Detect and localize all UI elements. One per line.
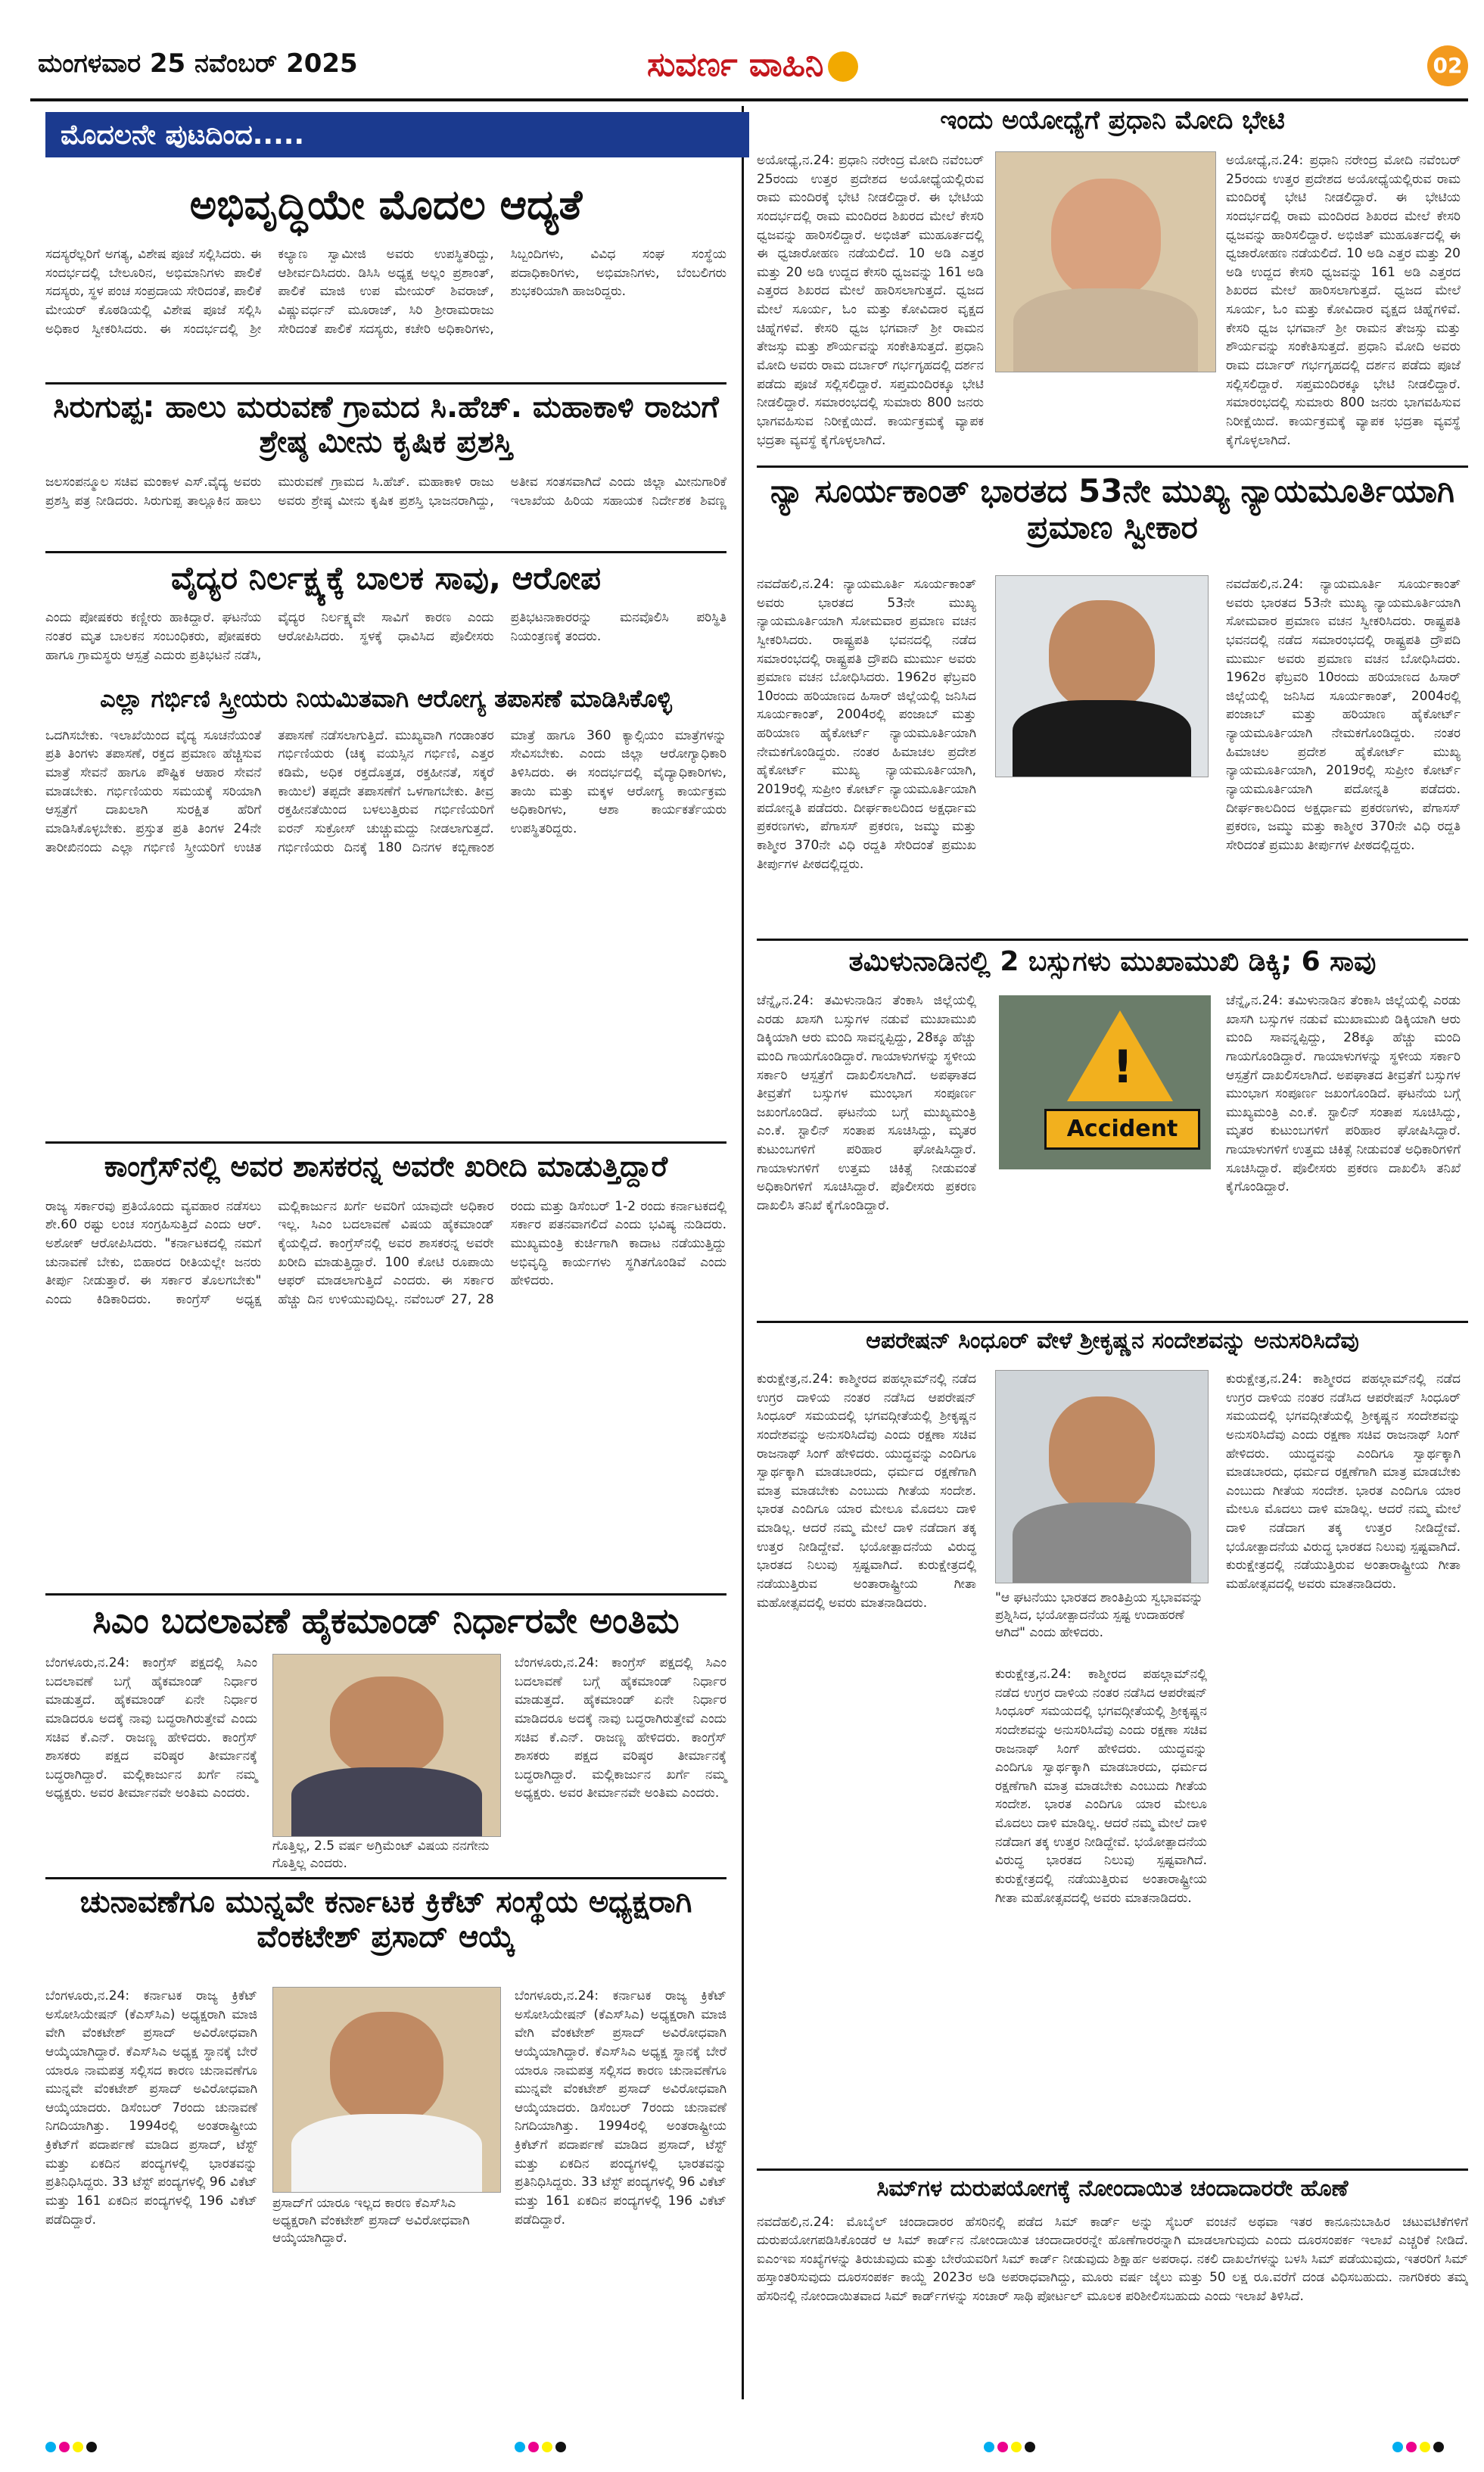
- story-doctor-negligence: [45, 560, 726, 674]
- exclamation-icon: !: [1112, 1041, 1134, 1094]
- story-ksca-president: [45, 1885, 726, 1983]
- logo-text: ಸುವರ್ಣ ವಾಹಿನಿ: [647, 45, 824, 84]
- photo-caption: ಗೊತ್ತಿಲ್ಲ, 2.5 ವರ್ಷ ಅಗ್ರಿಮೆಂಟ್ ವಿಷಯ ನನಗೇನು ಗೊತ್ತಿಲ್ಲ ಎಂದರು.: [272, 1838, 490, 1871]
- story-divider: [757, 939, 1468, 941]
- story-development-priority: [45, 182, 726, 378]
- story-body: ಸದಸ್ಯರೆಲ್ಲರಿಗೆ ಅಗತ್ಯ, ವಿಶೇಷ ಪೂಜೆ ಸಲ್ಲಿಸಿದರು. ಈ ಸಂದರ್ಭದಲ್ಲಿ ಬೇಲೂರಿನ, ಅಭಿಮಾನಿಗಳು ಪಾಲಿಕೆ ಸದಸ್ಯರು, ಸ್ಥಳ ಪಂಚ ಸಂಪ್ರದಾಯ ಸೇರಿದಂತೆ, ಪಾಲಿಕೆ ಮೇಯರ್ ಕೊಠಡಿಯಲ್ಲಿ ವಿಶೇಷ ಪೂಜೆ ಸಲ್ಲಿಸಿ ಅಧಿಕಾರ ಸ್ವೀಕರಿಸಿದರು. ಈ ಸಂದರ್ಭದಲ್ಲಿ ಶ್ರೀ ಕಲ್ಯಾಣ ಸ್ವಾಮೀಜಿ ಅವರು ಉಪಸ್ಥಿತರಿದ್ದು, ಆಶೀರ್ವದಿಸಿದರು. ಡಿಸಿಸಿ ಅಧ್ಯಕ್ಷ ಅಲ್ಲಂ ಪ್ರಶಾಂತ್, ಪಾಲಿಕೆ ಮಾಜಿ ಉಪ ಮೇಯರ್ ಶಿವರಾಜ್, ವಿಷ್ಣುವರ್ಧನ್ ಮೂರಾಜ್, ಸಿರಿ ಶ್ರೀರಾಮರಾಜು ಸೇರಿದಂತೆ ಪಾಲಿಕೆ ಸದಸ್ಯರು, ಕಚೇರಿ ಅಧಿಕಾರಿಗಳು, ಸಿಬ್ಬಂದಿಗಳು, ವಿವಿಧ ಸಂಘ ಸಂಸ್ಥೆಯ ಪದಾಧಿಕಾರಿಗಳು, ಅಭಿಮಾನಿಗಳು, ಬೆಂಬಲಿಗರು ಶುಭಕರಿಯಾಗಿ ಹಾಜರಿದ್ದರು.: [45, 247, 726, 337]
- story-congress-mla-buying: [45, 1150, 726, 1589]
- yellow-dot-icon: [542, 2442, 552, 2452]
- story-sim-misuse: [757, 2176, 1468, 2426]
- portrait-face: [330, 1677, 443, 1776]
- portrait-shirt: [1013, 700, 1190, 777]
- accident-sign: Accident: [1044, 1109, 1200, 1150]
- story-body-continued: ನವದೆಹಲಿ,ನ.24: ನ್ಯಾಯಮೂರ್ತಿ ಸೂರ್ಯಕಾಂತ್ ಅವರು ಭಾರತದ 53ನೇ ಮುಖ್ಯ ನ್ಯಾಯಮೂರ್ತಿಯಾಗಿ ಸೋಮವಾರ ಪ್ರಮಾಣ ವಚನ ಸ್ವೀಕರಿಸಿದರು. ರಾಷ್ಟ್ರಪತಿ ಭವನದಲ್ಲಿ ನಡೆದ ಸಮಾರಂಭದಲ್ಲಿ ರಾಷ್ಟ್ರಪತಿ ದ್ರೌಪದಿ ಮುರ್ಮು ಅವರು ಪ್ರಮಾಣ ವಚನ ಬೋಧಿಸಿದರು. 1962ರ ಫೆಬ್ರವರಿ 10ರಂದು ಹರಿಯಾಣದ ಹಿಸಾರ್ ಜಿಲ್ಲೆಯಲ್ಲಿ ಜನಿಸಿದ ಸೂರ್ಯಕಾಂತ್, 2004ರಲ್ಲಿ ಪಂಜಾಬ್ ಮತ್ತು ಹರಿಯಾಣ ಹೈಕೋರ್ಟ್ ನ್ಯಾಯಮೂರ್ತಿಯಾಗಿ ನೇಮಕಗೊಂಡಿದ್ದರು. ನಂತರ ಹಿಮಾಚಲ ಪ್ರದೇಶ ಹೈಕೋರ್ಟ್ ಮುಖ್ಯ ನ್ಯಾಯಮೂರ್ತಿಯಾಗಿ, 2019ರಲ್ಲಿ ಸುಪ್ರೀಂ ಕೋರ್ಟ್ ನ್ಯಾಯಮೂರ್ತಿಯಾಗಿ ಪದೋನ್ನತಿ ಪಡೆದರು. ದೀರ್ಘಕಾಲದಿಂದ ಅಕ್ಷರ್ಧಾಮ ಪ್ರಕರಣಗಳು, ಪೆಗಾಸಸ್ ಪ್ರಕರಣ, ಜಮ್ಮು ಮತ್ತು ಕಾಶ್ಮೀರ 370ನೇ ವಿಧಿ ರದ್ದತಿ ಸೇರಿದಂತೆ ಪ್ರಮುಖ ತೀರ್ಪುಗಳ ಪೀಠದಲ್ಲಿದ್ದರು.: [1226, 577, 1461, 853]
- story-divider: [757, 465, 1468, 468]
- story-fish-farmer-award: [45, 390, 726, 549]
- cyan-dot-icon: [1392, 2442, 1403, 2452]
- story-headline: ಸಿಮ್‌ಗಳ ದುರುಪಯೋಗಕ್ಕೆ ನೋಂದಾಯಿತ ಚಂದಾದಾರರೇ ಹೊಣೆ: [876, 2176, 1349, 2202]
- magenta-dot-icon: [1406, 2442, 1417, 2452]
- story-headline: ವೈದ್ಯರ ನಿರ್ಲಕ್ಷ್ಯಕ್ಕೆ ಬಾಲಕ ಸಾವು, ಆರೋಪ: [170, 560, 602, 596]
- story-headline: ನ್ಯಾ ಸೂರ್ಯಕಾಂತ್ ಭಾರತದ 53ನೇ ಮುಖ್ಯ ನ್ಯಾಯಮೂರ್ತಿಯಾಗಿ ಪ್ರಮಾಣ ಸ್ವೀಕಾರ: [770, 473, 1454, 546]
- story-headline: ಚುನಾವಣೆಗೂ ಮುನ್ನವೇ ಕರ್ನಾಟಕ ಕ್ರಿಕೆಟ್ ಸಂಸ್ಥೆಯ ಅಧ್ಯಕ್ಷರಾಗಿ ವೆಂಕಟೇಶ್ ಪ್ರಸಾದ್ ಆಯ್ಕೆ: [79, 1885, 692, 1954]
- story-divider: [45, 382, 726, 384]
- story-body: ಎಂದು ಪೋಷಕರು ಕಣ್ಣೀರು ಹಾಕಿದ್ದಾರೆ. ಘಟನೆಯ ನಂತರ ಮೃತ ಬಾಲಕನ ಸಂಬಂಧಿಕರು, ಪೋಷಕರು ಹಾಗೂ ಗ್ರಾಮಸ್ಥರು ಆಸ್ಪತ್ರೆ ಎದುರು ಪ್ರತಿಭಟನೆ ನಡೆಸಿ, ವೈದ್ಯರ ನಿರ್ಲಕ್ಷ್ಯವೇ ಸಾವಿಗೆ ಕಾರಣ ಎಂದು ಆರೋಪಿಸಿದರು. ಸ್ಥಳಕ್ಕೆ ಧಾವಿಸಿದ ಪೊಲೀಸರು ಪ್ರತಿಭಟನಾಕಾರರನ್ನು ಮನವೊಲಿಸಿ ಪರಿಸ್ಥಿತಿ ನಿಯಂತ್ರಣಕ್ಕೆ ತಂದರು.: [45, 610, 726, 663]
- photo-caption: "ಆ ಘಟನೆಯು ಭಾರತದ ಶಾಂತಿಪ್ರಿಯ ಸ್ವಭಾವವನ್ನು ಪ್ರಶ್ನಿಸಿದ, ಭಯೋತ್ಪಾದನೆಯ ಸ್ಪಷ್ಟ ಉದಾಹರಣೆ ಆಗಿದೆ" ಎಂದು ಹೇಳಿದರು.: [995, 1590, 1203, 1640]
- story-body-continued: ಬೆಂಗಳೂರು,ನ.24: ಕರ್ನಾಟಕ ರಾಜ್ಯ ಕ್ರಿಕೆಟ್ ಅಸೋಸಿಯೇಷನ್ (ಕೆಎಸ್‌ಸಿಎ) ಅಧ್ಯಕ್ಷರಾಗಿ ಮಾಜಿ ವೇಗಿ ವೆಂಕಟೇಶ್ ಪ್ರಸಾದ್ ಅವಿರೋಧವಾಗಿ ಆಯ್ಕೆಯಾಗಿದ್ದಾರೆ. ಕೆಎಸ್‌ಸಿಎ ಅಧ್ಯಕ್ಷ ಸ್ಥಾನಕ್ಕೆ ಬೇರೆ ಯಾರೂ ನಾಮಪತ್ರ ಸಲ್ಲಿಸದ ಕಾರಣ ಚುನಾವಣೆಗೂ ಮುನ್ನವೇ ವೆಂಕಟೇಶ್ ಪ್ರಸಾದ್ ಅವಿರೋಧವಾಗಿ ಆಯ್ಕೆಯಾದರು. ಡಿಸೆಂಬರ್ 7ರಂದು ಚುನಾವಣೆ ನಿಗದಿಯಾಗಿತ್ತು. 1994ರಲ್ಲಿ ಅಂತರಾಷ್ಟ್ರೀಯ ಕ್ರಿಕೆಟ್‌ಗೆ ಪದಾರ್ಪಣೆ ಮಾಡಿದ ಪ್ರಸಾದ್, ಟೆಸ್ಟ್ ಮತ್ತು ಏಕದಿನ ಪಂದ್ಯಗಳಲ್ಲಿ ಭಾರತವನ್ನು ಪ್ರತಿನಿಧಿಸಿದ್ದರು. 33 ಟೆಸ್ಟ್ ಪಂದ್ಯಗಳಲ್ಲಿ 96 ವಿಕೆಟ್ ಮತ್ತು 161 ಏಕದಿನ ಪಂದ್ಯಗಳಲ್ಲಿ 196 ವಿಕೆಟ್ ಪಡೆದಿದ್ದಾರೆ.: [515, 1988, 726, 2228]
- story-divider: [757, 1321, 1468, 1323]
- masthead: [30, 45, 1468, 101]
- yellow-dot-icon: [1420, 2442, 1430, 2452]
- story-headline: ಎಲ್ಲಾ ಗರ್ಭಿಣಿ ಸ್ತ್ರೀಯರು ನಿಯಮಿತವಾಗಿ ಆರೋಗ್ಯ ತಪಾಸಣೆ ಮಾಡಿಸಿಕೊಳ್ಳಿ: [100, 685, 672, 713]
- color-registration-marks: [1392, 2441, 1447, 2452]
- black-dot-icon: [86, 2442, 97, 2452]
- story-body-continued: ಅಯೋಧ್ಯೆ,ನ.24: ಪ್ರಧಾನಿ ನರೇಂದ್ರ ಮೋದಿ ನವೆಂಬರ್ 25ರಂದು ಉತ್ತರ ಪ್ರದೇಶದ ಅಯೋಧ್ಯೆಯಲ್ಲಿರುವ ರಾಮ ಮಂದಿರಕ್ಕೆ ಭೇಟಿ ನೀಡಲಿದ್ದಾರೆ. ಈ ಭೇಟಿಯ ಸಂದರ್ಭದಲ್ಲಿ ರಾಮ ಮಂದಿರದ ಶಿಖರದ ಮೇಲೆ ಕೇಸರಿ ಧ್ವಜವನ್ನು ಹಾರಿಸಲಿದ್ದಾರೆ. ಅಭಿಜಿತ್ ಮುಹೂರ್ತದಲ್ಲಿ ಈ ಧ್ವಜಾರೋಹಣ ನಡೆಯಲಿದೆ. 10 ಅಡಿ ಎತ್ತರ ಮತ್ತು 20 ಅಡಿ ಉದ್ದದ ಕೇಸರಿ ಧ್ವಜವನ್ನು 161 ಅಡಿ ಎತ್ತರದ ಶಿಖರದ ಮೇಲೆ ಹಾರಿಸಲಾಗುತ್ತದೆ. ಧ್ವಜದ ಮೇಲೆ ಸೂರ್ಯ, ಓಂ ಮತ್ತು ಕೋವಿದಾರ ವೃಕ್ಷದ ಚಿಹ್ನೆಗಳಿವೆ. ಕೇಸರಿ ಧ್ವಜ ಭಗವಾನ್ ಶ್ರೀ ರಾಮನ ತೇಜಸ್ಸು ಮತ್ತು ಶೌರ್ಯವನ್ನು ಸಂಕೇತಿಸುತ್ತದೆ. ಪ್ರಧಾನಿ ಮೋದಿ ಅವರು ರಾಮ ದರ್ಬಾರ್ ಗರ್ಭಗೃಹದಲ್ಲಿ ದರ್ಶನ ಪಡೆದು ಪೂಜೆ ಸಲ್ಲಿಸಲಿದ್ದಾರೆ. ಸಪ್ತಮಂದಿರಕ್ಕೂ ಭೇಟಿ ನೀಡಲಿದ್ದಾರೆ. ಸಮಾರಂಭದಲ್ಲಿ ಸುಮಾರು 800 ಜನರು ಭಾಗವಹಿಸುವ ನಿರೀಕ್ಷೆಯಿದೆ. ಕಾರ್ಯಕ್ರಮಕ್ಕೆ ವ್ಯಾಪಕ ಭದ್ರತಾ ವ್ಯವಸ್ಥೆ ಕೈಗೊಳ್ಳಲಾಗಿದೆ.: [1226, 153, 1461, 448]
- suryakant-photo: [995, 575, 1209, 777]
- story-divider: [45, 1593, 726, 1596]
- portrait-shirt: [291, 2114, 482, 2192]
- story-headline: ಕಾಂಗ್ರೆಸ್‌ನಲ್ಲಿ ಅವರ ಶಾಸಕರನ್ನ ಅವರೇ ಖರೀದಿ ಮಾಡುತ್ತಿದ್ದಾರೆ: [104, 1150, 668, 1183]
- rajanna-photo: [272, 1654, 501, 1837]
- sun-logo-icon: [828, 51, 858, 82]
- story-body-continued: ಕುರುಕ್ಷೇತ್ರ,ನ.24: ಕಾಶ್ಮೀರದ ಪಹಲ್ಗಾಮ್‌ನಲ್ಲಿ ನಡೆದ ಉಗ್ರರ ದಾಳಿಯ ನಂತರ ನಡೆಸಿದ ಆಪರೇಷನ್ ಸಿಂಧೂರ್ ಸಮಯದಲ್ಲಿ ಭಗವದ್ಗೀತೆಯಲ್ಲಿ ಶ್ರೀಕೃಷ್ಣನ ಸಂದೇಶವನ್ನು ಅನುಸರಿಸಿದೆವು ಎಂದು ರಕ್ಷಣಾ ಸಚಿವ ರಾಜನಾಥ್ ಸಿಂಗ್ ಹೇಳಿದರು. ಯುದ್ಧವನ್ನು ಎಂದಿಗೂ ಸ್ವಾರ್ಥಕ್ಕಾಗಿ ಮಾಡಬಾರದು, ಧರ್ಮದ ರಕ್ಷಣೆಗಾಗಿ ಮಾತ್ರ ಮಾಡಬೇಕು ಎಂಬುದು ಗೀತೆಯ ಸಂದೇಶ. ಭಾರತ ಎಂದಿಗೂ ಯಾರ ಮೇಲೂ ಮೊದಲು ದಾಳಿ ಮಾಡಿಲ್ಲ. ಆದರೆ ನಮ್ಮ ಮೇಲೆ ದಾಳಿ ನಡೆದಾಗ ತಕ್ಕ ಉತ್ತರ ನೀಡಿದ್ದೇವೆ. ಭಯೋತ್ಪಾದನೆಯ ವಿರುದ್ಧ ಭಾರತದ ನಿಲುವು ಸ್ಪಷ್ಟವಾಗಿದೆ. ಕುರುಕ್ಷೇತ್ರದಲ್ಲಿ ನಡೆಯುತ್ತಿರುವ ಅಂತಾರಾಷ್ಟ್ರೀಯ ಗೀತಾ ಮಹೋತ್ಸವದಲ್ಲಿ ಅವರು ಮಾತನಾಡಿದರು.: [995, 1667, 1207, 1906]
- magenta-dot-icon: [528, 2442, 539, 2452]
- yellow-dot-icon: [73, 2442, 83, 2452]
- story-divider: [757, 2168, 1468, 2171]
- portrait-face: [1049, 1396, 1155, 1513]
- cyan-dot-icon: [45, 2442, 56, 2452]
- venkatesh-prasad-photo: [272, 1987, 501, 2193]
- story-headline: ಅಭಿವೃದ್ಧಿಯೇ ಮೊದಲ ಆದ್ಯತೆ: [189, 182, 583, 229]
- story-divider: [45, 551, 726, 553]
- portrait-shirt: [1013, 288, 1198, 372]
- modi-photo: [995, 151, 1216, 372]
- story-divider: [45, 1877, 726, 1879]
- story-body: ಬೆಂಗಳೂರು,ನ.24: ಕಾಂಗ್ರೆಸ್ ಪಕ್ಷದಲ್ಲಿ ಸಿಎಂ ಬದಲಾವಣೆ ಬಗ್ಗೆ ಹೈಕಮಾಂಡ್ ನಿರ್ಧಾರ ಮಾಡುತ್ತದೆ. ಹೈಕಮಾಂಡ್ ಏನೇ ನಿರ್ಧಾರ ಮಾಡಿದರೂ ಅದಕ್ಕೆ ನಾವು ಬದ್ಧರಾಗಿರುತ್ತೇವೆ ಎಂದು ಸಚಿವ ಕೆ.ಎನ್. ರಾಜಣ್ಣ ಹೇಳಿದರು. ಕಾಂಗ್ರೆಸ್ ಶಾಸಕರು ಪಕ್ಷದ ವರಿಷ್ಠರ ತೀರ್ಮಾನಕ್ಕೆ ಬದ್ಧರಾಗಿದ್ದಾರೆ. ಮಲ್ಲಿಕಾರ್ಜುನ ಖರ್ಗೆ ನಮ್ಮ ಅಧ್ಯಕ್ಷರು. ಅವರ ತೀರ್ಮಾನವೇ ಅಂತಿಮ ಎಂದರು.: [45, 1655, 257, 1801]
- story-body-continued: ಬೆಂಗಳೂರು,ನ.24: ಕಾಂಗ್ರೆಸ್ ಪಕ್ಷದಲ್ಲಿ ಸಿಎಂ ಬದಲಾವಣೆ ಬಗ್ಗೆ ಹೈಕಮಾಂಡ್ ನಿರ್ಧಾರ ಮಾಡುತ್ತದೆ. ಹೈಕಮಾಂಡ್ ಏನೇ ನಿರ್ಧಾರ ಮಾಡಿದರೂ ಅದಕ್ಕೆ ನಾವು ಬದ್ಧರಾಗಿರುತ್ತೇವೆ ಎಂದು ಸಚಿವ ಕೆ.ಎನ್. ರಾಜಣ್ಣ ಹೇಳಿದರು. ಕಾಂಗ್ರೆಸ್ ಶಾಸಕರು ಪಕ್ಷದ ವರಿಷ್ಠರ ತೀರ್ಮಾನಕ್ಕೆ ಬದ್ಧರಾಗಿದ್ದಾರೆ. ಮಲ್ಲಿಕಾರ್ಜುನ ಖರ್ಗೆ ನಮ್ಮ ಅಧ್ಯಕ್ಷರು. ಅವರ ತೀರ್ಮಾನವೇ ಅಂತಿಮ ಎಂದರು.: [515, 1655, 726, 1801]
- story-headline: ತಮಿಳುನಾಡಿನಲ್ಲಿ 2 ಬಸ್ಸುಗಳು ಮುಖಾಮುಖಿ ಡಿಕ್ಕಿ; 6 ಸಾವು: [848, 946, 1377, 977]
- portrait-face: [330, 2012, 443, 2125]
- story-body: ಕುರುಕ್ಷೇತ್ರ,ನ.24: ಕಾಶ್ಮೀರದ ಪಹಲ್ಗಾಮ್‌ನಲ್ಲಿ ನಡೆದ ಉಗ್ರರ ದಾಳಿಯ ನಂತರ ನಡೆಸಿದ ಆಪರೇಷನ್ ಸಿಂಧೂರ್ ಸಮಯದಲ್ಲಿ ಭಗವದ್ಗೀತೆಯಲ್ಲಿ ಶ್ರೀಕೃಷ್ಣನ ಸಂದೇಶವನ್ನು ಅನುಸರಿಸಿದೆವು ಎಂದು ರಕ್ಷಣಾ ಸಚಿವ ರಾಜನಾಥ್ ಸಿಂಗ್ ಹೇಳಿದರು. ಯುದ್ಧವನ್ನು ಎಂದಿಗೂ ಸ್ವಾರ್ಥಕ್ಕಾಗಿ ಮಾಡಬಾರದು, ಧರ್ಮದ ರಕ್ಷಣೆಗಾಗಿ ಮಾತ್ರ ಮಾಡಬೇಕು ಎಂಬುದು ಗೀತೆಯ ಸಂದೇಶ. ಭಾರತ ಎಂದಿಗೂ ಯಾರ ಮೇಲೂ ಮೊದಲು ದಾಳಿ ಮಾಡಿಲ್ಲ. ಆದರೆ ನಮ್ಮ ಮೇಲೆ ದಾಳಿ ನಡೆದಾಗ ತಕ್ಕ ಉತ್ತರ ನೀಡಿದ್ದೇವೆ. ಭಯೋತ್ಪಾದನೆಯ ವಿರುದ್ಧ ಭಾರತದ ನಿಲುವು ಸ್ಪಷ್ಟವಾಗಿದೆ. ಕುರುಕ್ಷೇತ್ರದಲ್ಲಿ ನಡೆಯುತ್ತಿರುವ ಅಂತಾರಾಷ್ಟ್ರೀಯ ಗೀತಾ ಮಹೋತ್ಸವದಲ್ಲಿ ಅವರು ಮಾತನಾಡಿದರು.: [757, 1371, 976, 1611]
- story-body: ಚೆನ್ನೈ,ನ.24: ತಮಿಳುನಾಡಿನ ತೆಂಕಾಸಿ ಜಿಲ್ಲೆಯಲ್ಲಿ ಎರಡು ಖಾಸಗಿ ಬಸ್ಸುಗಳ ನಡುವೆ ಮುಖಾಮುಖಿ ಡಿಕ್ಕಿಯಾಗಿ ಆರು ಮಂದಿ ಸಾವನ್ನಪ್ಪಿದ್ದು, 28ಕ್ಕೂ ಹೆಚ್ಚು ಮಂದಿ ಗಾಯಗೊಂಡಿದ್ದಾರೆ. ಗಾಯಾಳುಗಳನ್ನು ಸ್ಥಳೀಯ ಸರ್ಕಾರಿ ಆಸ್ಪತ್ರೆಗೆ ದಾಖಲಿಸಲಾಗಿದೆ. ಅಪಘಾತದ ತೀವ್ರತೆಗೆ ಬಸ್ಸುಗಳ ಮುಂಭಾಗ ಸಂಪೂರ್ಣ ಜಖಂಗೊಂಡಿದೆ. ಘಟನೆಯ ಬಗ್ಗೆ ಮುಖ್ಯಮಂತ್ರಿ ಎಂ.ಕೆ. ಸ್ಟಾಲಿನ್ ಸಂತಾಪ ಸೂಚಿಸಿದ್ದು, ಮೃತರ ಕುಟುಂಬಗಳಿಗೆ ಪರಿಹಾರ ಘೋಷಿಸಿದ್ದಾರೆ. ಗಾಯಾಳುಗಳಿಗೆ ಉತ್ತಮ ಚಿಕಿತ್ಸೆ ನೀಡುವಂತೆ ಅಧಿಕಾರಿಗಳಿಗೆ ಸೂಚಿಸಿದ್ದಾರೆ. ಪೊಲೀಸರು ಪ್ರಕರಣ ದಾಖಲಿಸಿ ತನಿಖೆ ಕೈಗೊಂಡಿದ್ದಾರೆ.: [757, 993, 976, 1214]
- cyan-dot-icon: [515, 2442, 525, 2452]
- color-registration-marks: [45, 2441, 100, 2452]
- accident-photo: [999, 995, 1211, 1169]
- story-body: ನವದೆಹಲಿ,ನ.24: ಮೊಬೈಲ್ ಚಂದಾದಾರರ ಹೆಸರಿನಲ್ಲಿ ಪಡೆದ ಸಿಮ್ ಕಾರ್ಡ್ ಅನ್ನು ಸೈಬರ್ ವಂಚನೆ ಅಥವಾ ಇತರ ಕಾನೂನುಬಾಹಿರ ಚಟುವಟಿಕೆಗಳಿಗೆ ದುರುಪಯೋಗಪಡಿಸಿಕೊಂಡರೆ ಆ ಸಿಮ್ ಕಾರ್ಡ್‌ನ ನೋಂದಾಯಿತ ಚಂದಾದಾರರನ್ನೇ ಹೊಣೆಗಾರರನ್ನಾಗಿ ಮಾಡಲಾಗುವುದು ಎಂದು ದೂರಸಂಪರ್ಕ ಇಲಾಖೆ ಎಚ್ಚರಿಕೆ ನೀಡಿದೆ. ಐಎಂಇಐ ಸಂಖ್ಯೆಗಳನ್ನು ತಿರುಚುವುದು ಮತ್ತು ಬೇರೆಯವರಿಗೆ ಸಿಮ್ ಕಾರ್ಡ್ ನೀಡುವುದು ಶಿಕ್ಷಾರ್ಹ ಅಪರಾಧ. ನಕಲಿ ದಾಖಲೆಗಳನ್ನು ಬಳಸಿ ಸಿಮ್ ಪಡೆಯುವುದು, ಇತರರಿಗೆ ಸಿಮ್ ಹಸ್ತಾಂತರಿಸುವುದು ದೂರಸಂಪರ್ಕ ಕಾಯ್ದೆ 2023ರ ಅಡಿ ಅಪರಾಧವಾಗಿದ್ದು, ಮೂರು ವರ್ಷ ಜೈಲು ಮತ್ತು 50 ಲಕ್ಷ ರೂ.ವರೆಗೆ ದಂಡ ವಿಧಿಸಬಹುದು. ನಾಗರಿಕರು ತಮ್ಮ ಹೆಸರಿನಲ್ಲಿ ನೋಂದಾಯಿತವಾದ ಸಿಮ್ ಕಾರ್ಡ್‌ಗಳನ್ನು ಸಂಚಾರ್ ಸಾಥಿ ಪೋರ್ಟಲ್ ಮೂಲಕ ಪರಿಶೀಲಿಸಬಹುದು ಎಂದು ಇಲಾಖೆ ತಿಳಿಸಿದೆ.: [757, 2214, 1468, 2305]
- story-headline: ಆಪರೇಷನ್ ಸಿಂಧೂರ್ ವೇಳೆ ಶ್ರೀಕೃಷ್ಣನ ಸಂದೇಶವನ್ನು ಅನುಸರಿಸಿದೆವು: [866, 1328, 1359, 1354]
- color-registration-marks: [515, 2441, 569, 2452]
- story-body-continued: ಕುರುಕ್ಷೇತ್ರ,ನ.24: ಕಾಶ್ಮೀರದ ಪಹಲ್ಗಾಮ್‌ನಲ್ಲಿ ನಡೆದ ಉಗ್ರರ ದಾಳಿಯ ನಂತರ ನಡೆಸಿದ ಆಪರೇಷನ್ ಸಿಂಧೂರ್ ಸಮಯದಲ್ಲಿ ಭಗವದ್ಗೀತೆಯಲ್ಲಿ ಶ್ರೀಕೃಷ್ಣನ ಸಂದೇಶವನ್ನು ಅನುಸರಿಸಿದೆವು ಎಂದು ರಕ್ಷಣಾ ಸಚಿವ ರಾಜನಾಥ್ ಸಿಂಗ್ ಹೇಳಿದರು. ಯುದ್ಧವನ್ನು ಎಂದಿಗೂ ಸ್ವಾರ್ಥಕ್ಕಾಗಿ ಮಾಡಬಾರದು, ಧರ್ಮದ ರಕ್ಷಣೆಗಾಗಿ ಮಾತ್ರ ಮಾಡಬೇಕು ಎಂಬುದು ಗೀತೆಯ ಸಂದೇಶ. ಭಾರತ ಎಂದಿಗೂ ಯಾರ ಮೇಲೂ ಮೊದಲು ದಾಳಿ ಮಾಡಿಲ್ಲ. ಆದರೆ ನಮ್ಮ ಮೇಲೆ ದಾಳಿ ನಡೆದಾಗ ತಕ್ಕ ಉತ್ತರ ನೀಡಿದ್ದೇವೆ. ಭಯೋತ್ಪಾದನೆಯ ವಿರುದ್ಧ ಭಾರತದ ನಿಲುವು ಸ್ಪಷ್ಟವಾಗಿದೆ. ಕುರುಕ್ಷೇತ್ರದಲ್ಲಿ ನಡೆಯುತ್ತಿರುವ ಅಂತಾರಾಷ್ಟ್ರೀಯ ಗೀತಾ ಮಹೋತ್ಸವದಲ್ಲಿ ಅವರು ಮಾತನಾಡಿದರು.: [1226, 1371, 1461, 1592]
- story-headline: ಇಂದು ಅಯೋಧ್ಯೆಗೆ ಪ್ರಧಾನಿ ಮೋದಿ ಭೇಟಿ: [940, 106, 1285, 135]
- story-body: ಜಲಸಂಪನ್ಮೂಲ ಸಚಿವ ಮಂಕಾಳ ಎಸ್.ವೈದ್ಯ ಅವರು ಪ್ರಶಸ್ತಿ ಪತ್ರ ನೀಡಿದರು. ಸಿರುಗುಪ್ಪ ತಾಲ್ಲೂಕಿನ ಹಾಲು ಮುರುವಣೆ ಗ್ರಾಮದ ಸಿ.ಹೆಚ್. ಮಹಾಕಾಳಿ ರಾಜು ಅವರು ಶ್ರೇಷ್ಠ ಮೀನು ಕೃಷಿಕ ಪ್ರಶಸ್ತಿ ಭಾಜನರಾಗಿದ್ದು, ಅತೀವ ಸಂತಸವಾಗಿದೆ ಎಂದು ಜಿಲ್ಲಾ ಮೀನುಗಾರಿಕೆ ಇಲಾಖೆಯ ಹಿರಿಯ ಸಹಾಯಕ ನಿರ್ದೇಶಕ ಶಿವಣ್ಣ: [45, 475, 726, 509]
- page-number-badge: 02: [1427, 45, 1468, 86]
- story-body-continued: ಚೆನ್ನೈ,ನ.24: ತಮಿಳುನಾಡಿನ ತೆಂಕಾಸಿ ಜಿಲ್ಲೆಯಲ್ಲಿ ಎರಡು ಖಾಸಗಿ ಬಸ್ಸುಗಳ ನಡುವೆ ಮುಖಾಮುಖಿ ಡಿಕ್ಕಿಯಾಗಿ ಆರು ಮಂದಿ ಸಾವನ್ನಪ್ಪಿದ್ದು, 28ಕ್ಕೂ ಹೆಚ್ಚು ಮಂದಿ ಗಾಯಗೊಂಡಿದ್ದಾರೆ. ಗಾಯಾಳುಗಳನ್ನು ಸ್ಥಳೀಯ ಸರ್ಕಾರಿ ಆಸ್ಪತ್ರೆಗೆ ದಾಖಲಿಸಲಾಗಿದೆ. ಅಪಘಾತದ ತೀವ್ರತೆಗೆ ಬಸ್ಸುಗಳ ಮುಂಭಾಗ ಸಂಪೂರ್ಣ ಜಖಂಗೊಂಡಿದೆ. ಘಟನೆಯ ಬಗ್ಗೆ ಮುಖ್ಯಮಂತ್ರಿ ಎಂ.ಕೆ. ಸ್ಟಾಲಿನ್ ಸಂತಾಪ ಸೂಚಿಸಿದ್ದು, ಮೃತರ ಕುಟುಂಬಗಳಿಗೆ ಪರಿಹಾರ ಘೋಷಿಸಿದ್ದಾರೆ. ಗಾಯಾಳುಗಳಿಗೆ ಉತ್ತಮ ಚಿಕಿತ್ಸೆ ನೀಡುವಂತೆ ಅಧಿಕಾರಿಗಳಿಗೆ ಸೂಚಿಸಿದ್ದಾರೆ. ಪೊಲೀಸರು ಪ್ರಕರಣ ದಾಖಲಿಸಿ ತನಿಖೆ ಕೈಗೊಂಡಿದ್ದಾರೆ.: [1226, 993, 1461, 1195]
- portrait-shirt: [1013, 1502, 1190, 1583]
- story-body: ಒದಗಿಸಬೇಕು. ಇಲಾಖೆಯಿಂದ ವೈದ್ಯ ಸೂಚನೆಯಂತೆ ಪ್ರತಿ ತಿಂಗಳು ತಪಾಸಣೆ, ರಕ್ತದ ಪ್ರಮಾಣ ಹೆಚ್ಚಿಸುವ ಮಾತ್ರೆ ಸೇವನೆ ಹಾಗೂ ಪೌಷ್ಟಿಕ ಆಹಾರ ಸೇವನೆ ಮಾಡಬೇಕು. ಗರ್ಭಿಣಿಯರು ಸಮಯಕ್ಕೆ ಸರಿಯಾಗಿ ಆಸ್ಪತ್ರೆಗೆ ದಾಖಲಾಗಿ ಸುರಕ್ಷಿತ ಹೆರಿಗೆ ಮಾಡಿಸಿಕೊಳ್ಳಬೇಕು. ಪ್ರಸ್ತುತ ಪ್ರತಿ ತಿಂಗಳ 24ನೇ ತಾರೀಖಿನಂದು ಎಲ್ಲಾ ಗರ್ಭಿಣಿ ಸ್ತ್ರೀಯರಿಗೆ ಉಚಿತ ತಪಾಸಣೆ ನಡೆಸಲಾಗುತ್ತಿದೆ. ಮುಖ್ಯವಾಗಿ ಗಂಡಾಂತರ ಗರ್ಭಿಣಿಯರು (ಚಿಕ್ಕ ವಯಸ್ಸಿನ ಗರ್ಭಿಣಿ, ಎತ್ತರ ಕಡಿಮೆ, ಅಧಿಕ ರಕ್ತದೊತ್ತಡ, ರಕ್ತಹೀನತೆ, ಸಕ್ಕರೆ ಕಾಯಿಲೆ) ತಪ್ಪದೇ ತಪಾಸಣೆಗೆ ಒಳಗಾಗಬೇಕು. ತೀವ್ರ ರಕ್ತಹೀನತೆಯಿಂದ ಬಳಲುತ್ತಿರುವ ಗರ್ಭಿಣಿಯರಿಗೆ ಐರನ್ ಸುಕ್ರೋಸ್ ಚುಚ್ಚುಮದ್ದು ನೀಡಲಾಗುತ್ತದೆ. ಗರ್ಭಿಣಿಯರು ದಿನಕ್ಕೆ 180 ದಿನಗಳ ಕಬ್ಬಿಣಾಂಶ ಮಾತ್ರೆ ಹಾಗೂ 360 ಕ್ಯಾಲ್ಸಿಯಂ ಮಾತ್ರೆಗಳನ್ನು ಸೇವಿಸಬೇಕು. ಎಂದು ಜಿಲ್ಲಾ ಆರೋಗ್ಯಾಧಿಕಾರಿ ತಿಳಿಸಿದರು. ಈ ಸಂದರ್ಭದಲ್ಲಿ ವೈದ್ಯಾಧಿಕಾರಿಗಳು, ತಾಯಿ ಮತ್ತು ಮಕ್ಕಳ ಆರೋಗ್ಯ ಕಾರ್ಯಕ್ರಮ ಅಧಿಕಾರಿಗಳು, ಆಶಾ ಕಾರ್ಯಕರ್ತೆಯರು ಉಪಸ್ಥಿತರಿದ್ದರು.: [45, 727, 726, 855]
- column-divider: [742, 106, 744, 2399]
- portrait-shirt: [291, 1767, 482, 1836]
- color-registration-marks: [984, 2441, 1038, 2452]
- story-pregnant-women-checkup: [45, 685, 726, 1139]
- rajnath-singh-photo: [995, 1370, 1209, 1583]
- story-body: ನವದೆಹಲಿ,ನ.24: ನ್ಯಾಯಮೂರ್ತಿ ಸೂರ್ಯಕಾಂತ್ ಅವರು ಭಾರತದ 53ನೇ ಮುಖ್ಯ ನ್ಯಾಯಮೂರ್ತಿಯಾಗಿ ಸೋಮವಾರ ಪ್ರಮಾಣ ವಚನ ಸ್ವೀಕರಿಸಿದರು. ರಾಷ್ಟ್ರಪತಿ ಭವನದಲ್ಲಿ ನಡೆದ ಸಮಾರಂಭದಲ್ಲಿ ರಾಷ್ಟ್ರಪತಿ ದ್ರೌಪದಿ ಮುರ್ಮು ಅವರು ಪ್ರಮಾಣ ವಚನ ಬೋಧಿಸಿದರು. 1962ರ ಫೆಬ್ರವರಿ 10ರಂದು ಹರಿಯಾಣದ ಹಿಸಾರ್ ಜಿಲ್ಲೆಯಲ್ಲಿ ಜನಿಸಿದ ಸೂರ್ಯಕಾಂತ್, 2004ರಲ್ಲಿ ಪಂಜಾಬ್ ಮತ್ತು ಹರಿಯಾಣ ಹೈಕೋರ್ಟ್ ನ್ಯಾಯಮೂರ್ತಿಯಾಗಿ ನೇಮಕಗೊಂಡಿದ್ದರು. ನಂತರ ಹಿಮಾಚಲ ಪ್ರದೇಶ ಹೈಕೋರ್ಟ್ ಮುಖ್ಯ ನ್ಯಾಯಮೂರ್ತಿಯಾಗಿ, 2019ರಲ್ಲಿ ಸುಪ್ರೀಂ ಕೋರ್ಟ್ ನ್ಯಾಯಮೂರ್ತಿಯಾಗಿ ಪದೋನ್ನತಿ ಪಡೆದರು. ದೀರ್ಘಕಾಲದಿಂದ ಅಕ್ಷರ್ಧಾಮ ಪ್ರಕರಣಗಳು, ಪೆಗಾಸಸ್ ಪ್ರಕರಣ, ಜಮ್ಮು ಮತ್ತು ಕಾಶ್ಮೀರ 370ನೇ ವಿಧಿ ರದ್ದತಿ ಸೇರಿದಂತೆ ಪ್ರಮುಖ ತೀರ್ಪುಗಳ ಪೀಠದಲ್ಲಿದ್ದರು.: [757, 577, 976, 872]
- yellow-dot-icon: [1011, 2442, 1022, 2452]
- black-dot-icon: [1025, 2442, 1035, 2452]
- photo-caption: ಪ್ರಸಾದ್‌ಗೆ ಯಾರೂ ಇಲ್ಲದ ಕಾರಣ ಕೆಎಸ್‌ಸಿಎ ಅಧ್ಯಕ್ಷರಾಗಿ ವೆಂಕಟೇಶ್ ಪ್ರಸಾದ್ ಅವಿರೋಧವಾಗಿ ಆಯ್ಕೆಯಾಗಿದ್ದಾರೆ.: [272, 2196, 470, 2246]
- cyan-dot-icon: [984, 2442, 994, 2452]
- portrait-face: [1049, 600, 1155, 711]
- magenta-dot-icon: [997, 2442, 1008, 2452]
- story-body: ಬೆಂಗಳೂರು,ನ.24: ಕರ್ನಾಟಕ ರಾಜ್ಯ ಕ್ರಿಕೆಟ್ ಅಸೋಸಿಯೇಷನ್ (ಕೆಎಸ್‌ಸಿಎ) ಅಧ್ಯಕ್ಷರಾಗಿ ಮಾಜಿ ವೇಗಿ ವೆಂಕಟೇಶ್ ಪ್ರಸಾದ್ ಅವಿರೋಧವಾಗಿ ಆಯ್ಕೆಯಾಗಿದ್ದಾರೆ. ಕೆಎಸ್‌ಸಿಎ ಅಧ್ಯಕ್ಷ ಸ್ಥಾನಕ್ಕೆ ಬೇರೆ ಯಾರೂ ನಾಮಪತ್ರ ಸಲ್ಲಿಸದ ಕಾರಣ ಚುನಾವಣೆಗೂ ಮುನ್ನವೇ ವೆಂಕಟೇಶ್ ಪ್ರಸಾದ್ ಅವಿರೋಧವಾಗಿ ಆಯ್ಕೆಯಾದರು. ಡಿಸೆಂಬರ್ 7ರಂದು ಚುನಾವಣೆ ನಿಗದಿಯಾಗಿತ್ತು. 1994ರಲ್ಲಿ ಅಂತರಾಷ್ಟ್ರೀಯ ಕ್ರಿಕೆಟ್‌ಗೆ ಪದಾರ್ಪಣೆ ಮಾಡಿದ ಪ್ರಸಾದ್, ಟೆಸ್ಟ್ ಮತ್ತು ಏಕದಿನ ಪಂದ್ಯಗಳಲ್ಲಿ ಭಾರತವನ್ನು ಪ್ರತಿನಿಧಿಸಿದ್ದರು. 33 ಟೆಸ್ಟ್ ಪಂದ್ಯಗಳಲ್ಲಿ 96 ವಿಕೆಟ್ ಮತ್ತು 161 ಏಕದಿನ ಪಂದ್ಯಗಳಲ್ಲಿ 196 ವಿಕೆಟ್ ಪಡೆದಿದ್ದಾರೆ.: [45, 1988, 257, 2228]
- story-body: ರಾಜ್ಯ ಸರ್ಕಾರವು ಪ್ರತಿಯೊಂದು ವ್ಯವಹಾರ ನಡೆಸಲು ಶೇ.60 ರಷ್ಟು ಲಂಚ ಸಂಗ್ರಹಿಸುತ್ತಿದೆ ಎಂದು ಆರ್. ಅಶೋಕ್ ಆರೋಪಿಸಿದರು. "ಕರ್ನಾಟಕದಲ್ಲಿ ನಮಗೆ ಚುನಾವಣೆ ಬೇಕು, ಬಿಹಾರದ ರೀತಿಯಲ್ಲೇ ಜನರು ತೀರ್ಪು ನೀಡುತ್ತಾರೆ. ಈ ಸರ್ಕಾರ ತೊಲಗಬೇಕು" ಎಂದು ಕಿಡಿಕಾರಿದರು. ಕಾಂಗ್ರೆಸ್ ಅಧ್ಯಕ್ಷ ಮಲ್ಲಿಕಾರ್ಜುನ ಖರ್ಗೆ ಅವರಿಗೆ ಯಾವುದೇ ಅಧಿಕಾರ ಇಲ್ಲ. ಸಿಎಂ ಬದಲಾವಣೆ ವಿಷಯ ಹೈಕಮಾಂಡ್ ಕೈಯಲ್ಲಿದೆ. ಕಾಂಗ್ರೆಸ್‌ನಲ್ಲಿ ಅವರ ಶಾಸಕರನ್ನ ಅವರೇ ಖರೀದಿ ಮಾಡುತ್ತಿದ್ದಾರೆ. 100 ಕೋಟಿ ರೂಪಾಯಿ ಆಫರ್ ಮಾಡಲಾಗುತ್ತಿದೆ ಎಂದರು. ಈ ಸರ್ಕಾರ ಹೆಚ್ಚು ದಿನ ಉಳಿಯುವುದಿಲ್ಲ. ನವೆಂಬರ್ 27, 28 ರಂದು ಮತ್ತು ಡಿಸೆಂಬರ್ 1-2 ರಂದು ಕರ್ನಾಟಕದಲ್ಲಿ ಸರ್ಕಾರ ಪತನವಾಗಲಿದೆ ಎಂದು ಭವಿಷ್ಯ ನುಡಿದರು. ಮುಖ್ಯಮಂತ್ರಿ ಕುರ್ಚಿಗಾಗಿ ಕಾದಾಟ ನಡೆಯುತ್ತಿದ್ದು ಅಭಿವೃದ್ಧಿ ಕಾರ್ಯಗಳು ಸ್ಥಗಿತಗೊಂಡಿವೆ ಎಂದು ಹೇಳಿದರು.: [45, 1198, 726, 1307]
- story-headline: ಸಿರುಗುಪ್ಪ: ಹಾಲು ಮರುವಣೆ ಗ್ರಾಮದ ಸಿ.ಹೆಚ್. ಮಹಾಕಾಳಿ ರಾಜುಗೆ ಶ್ರೇಷ್ಠ ಮೀನು ಕೃಷಿಕ ಪ್ರಶಸ್ತಿ: [53, 390, 719, 459]
- story-headline: ಸಿಎಂ ಬದಲಾವಣೆ ಹೈಕಮಾಂಡ್ ನಿರ್ಧಾರವೇ ಅಂತಿಮ: [92, 1601, 680, 1641]
- black-dot-icon: [1433, 2442, 1444, 2452]
- portrait-face: [1051, 179, 1161, 300]
- story-divider: [45, 1141, 726, 1144]
- story-body: ಅಯೋಧ್ಯೆ,ನ.24: ಪ್ರಧಾನಿ ನರೇಂದ್ರ ಮೋದಿ ನವೆಂಬರ್ 25ರಂದು ಉತ್ತರ ಪ್ರದೇಶದ ಅಯೋಧ್ಯೆಯಲ್ಲಿರುವ ರಾಮ ಮಂದಿರಕ್ಕೆ ಭೇಟಿ ನೀಡಲಿದ್ದಾರೆ. ಈ ಭೇಟಿಯ ಸಂದರ್ಭದಲ್ಲಿ ರಾಮ ಮಂದಿರದ ಶಿಖರದ ಮೇಲೆ ಕೇಸರಿ ಧ್ವಜವನ್ನು ಹಾರಿಸಲಿದ್ದಾರೆ. ಅಭಿಜಿತ್ ಮುಹೂರ್ತದಲ್ಲಿ ಈ ಧ್ವಜಾರೋಹಣ ನಡೆಯಲಿದೆ. 10 ಅಡಿ ಎತ್ತರ ಮತ್ತು 20 ಅಡಿ ಉದ್ದದ ಕೇಸರಿ ಧ್ವಜವನ್ನು 161 ಅಡಿ ಎತ್ತರದ ಶಿಖರದ ಮೇಲೆ ಹಾರಿಸಲಾಗುತ್ತದೆ. ಧ್ವಜದ ಮೇಲೆ ಸೂರ್ಯ, ಓಂ ಮತ್ತು ಕೋವಿದಾರ ವೃಕ್ಷದ ಚಿಹ್ನೆಗಳಿವೆ. ಕೇಸರಿ ಧ್ವಜ ಭಗವಾನ್ ಶ್ರೀ ರಾಮನ ತೇಜಸ್ಸು ಮತ್ತು ಶೌರ್ಯವನ್ನು ಸಂಕೇತಿಸುತ್ತದೆ. ಪ್ರಧಾನಿ ಮೋದಿ ಅವರು ರಾಮ ದರ್ಬಾರ್ ಗರ್ಭಗೃಹದಲ್ಲಿ ದರ್ಶನ ಪಡೆದು ಪೂಜೆ ಸಲ್ಲಿಸಲಿದ್ದಾರೆ. ಸಪ್ತಮಂದಿರಕ್ಕೂ ಭೇಟಿ ನೀಡಲಿದ್ದಾರೆ. ಸಮಾರಂಭದಲ್ಲಿ ಸುಮಾರು 800 ಜನರು ಭಾಗವಹಿಸುವ ನಿರೀಕ್ಷೆಯಿದೆ. ಕಾರ್ಯಕ್ರಮಕ್ಕೆ ವ್ಯಾಪಕ ಭದ್ರತಾ ವ್ಯವಸ್ಥೆ ಕೈಗೊಳ್ಳಲಾಗಿದೆ.: [757, 153, 984, 448]
- section-banner: ಮೊದಲನೇ ಪುಟದಿಂದ.....: [45, 112, 749, 157]
- issue-date: ಮಂಗಳವಾರ 25 ನವೆಂಬರ್ 2025: [38, 48, 358, 79]
- magenta-dot-icon: [59, 2442, 70, 2452]
- black-dot-icon: [555, 2442, 566, 2452]
- newspaper-logo: [647, 45, 863, 84]
